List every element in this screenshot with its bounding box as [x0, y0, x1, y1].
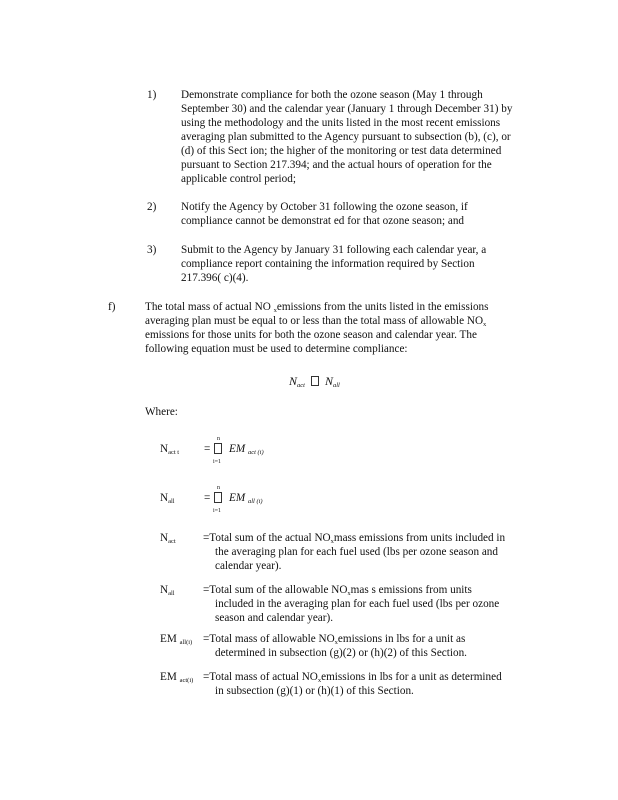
term-sub: act t: [168, 449, 180, 456]
subscript: x: [273, 307, 277, 314]
item-label: 3): [147, 244, 157, 256]
item-text-line: pursuant to Section 217.394; and the actual hours of operation for the: [181, 159, 492, 171]
compliance-equation: [289, 374, 340, 393]
sum-em: [229, 442, 264, 460]
sum-term: [160, 491, 175, 509]
text-run: emissions from the units listed in the emissions: [276, 301, 489, 313]
subscript: x: [483, 321, 487, 328]
term-sub: act(i): [179, 677, 194, 684]
eq-right-sub: all: [332, 382, 340, 389]
eq-left-sub: act: [297, 382, 305, 389]
term-letter: EM: [160, 671, 177, 683]
def-line: in subsection (g)(1) or (h)(1) of this Section.: [215, 685, 414, 697]
text-run: =Total mass of actual NO: [203, 671, 318, 683]
section-text-line: emissions for those units for both the ozone season and calendar year. The: [145, 329, 477, 341]
sum-upper: n: [217, 485, 220, 491]
text-run: =Total mass of allowable NO: [203, 633, 335, 645]
em-sub: all (i): [247, 498, 263, 505]
equals-sign: =: [204, 443, 211, 455]
sum-em: [229, 491, 263, 509]
sum-lower: i=1: [213, 508, 222, 514]
term-letter: N: [160, 443, 169, 455]
term-sub: all(i): [179, 639, 193, 646]
text-run: mass emissions from units included in: [333, 532, 506, 544]
item-text-line: compliance cannot be demonstrat ed for that ozone season; and: [181, 215, 465, 227]
def-line: season and calendar year).: [215, 612, 334, 624]
em-letters: EM: [229, 492, 246, 504]
item-text-line: (d) of this Sect ion; the higher of the monitoring or test data determined: [181, 145, 502, 157]
less-equal-symbol: [311, 376, 319, 386]
section-label: f): [108, 301, 116, 313]
def-term: [160, 670, 193, 688]
text-run: =Total sum of the allowable NO: [203, 584, 348, 596]
item-text-line: Notify the Agency by October 31 following the ozone season, if: [181, 201, 468, 213]
eq-right: N: [324, 374, 333, 388]
item-text-line: compliance report containing the information required by Section: [181, 258, 475, 270]
term-sub: act: [168, 538, 176, 545]
subscript: x: [330, 538, 334, 545]
sum-term: [160, 442, 179, 460]
em-sub: act (i): [247, 449, 264, 456]
sigma-icon: [214, 443, 222, 454]
item-label: 1): [147, 89, 157, 101]
term-letter: EM: [160, 633, 177, 645]
def-line: the averaging plan for each fuel used (lbs per ozone season and: [215, 546, 498, 558]
item-text-line: 217.396( c)(4).: [181, 272, 249, 284]
section-text-line: following equation must be used to determine compliance:: [145, 343, 408, 355]
item-text-line: applicable control period;: [181, 173, 296, 185]
def-term: [160, 583, 175, 601]
text-run: averaging plan must be equal to or less than the total mass of allowable NO: [145, 315, 484, 327]
term-letter: N: [160, 584, 169, 596]
item-label: 2): [147, 201, 157, 213]
def-term: [160, 531, 176, 549]
term-letter: N: [160, 532, 169, 544]
text-run: The total mass of actual NO: [145, 301, 271, 313]
def-term: [160, 632, 192, 650]
item-text-line: September 30) and the calendar year (January 1 through December 31) by: [181, 103, 513, 115]
text-run: mas s emissions from units: [350, 584, 472, 596]
subscript: x: [317, 677, 322, 684]
text-run: =Total sum of the actual NO: [203, 532, 331, 544]
subscript: x: [347, 590, 351, 597]
term-sub: all: [168, 590, 175, 597]
item-text-line: Demonstrate compliance for both the ozone season (May 1 through: [181, 89, 483, 101]
sigma-icon: [214, 492, 222, 503]
text-run: emissions in lbs for a unit as determined: [321, 671, 502, 683]
subscript: x: [334, 639, 338, 646]
item-text-line: averaging plan submitted to the Agency pursuant to subsection (b), (c), or: [181, 131, 511, 143]
eq-left: N: [289, 374, 298, 388]
sum-lower: i=1: [213, 459, 222, 465]
term-letter: N: [160, 492, 169, 504]
equals-sign: =: [204, 492, 211, 504]
term-sub: all: [168, 498, 175, 505]
item-text-line: Submit to the Agency by January 31 following each calendar year, a: [181, 244, 487, 256]
em-letters: EM: [229, 443, 246, 455]
def-line: determined in subsection (g)(2) or (h)(2) of this Section.: [215, 647, 467, 659]
text-run: emissions in lbs for a unit as: [337, 633, 466, 645]
def-line: calendar year).: [215, 560, 282, 572]
item-text-line: using the methodology and the units listed in the most recent emissions: [181, 117, 501, 129]
def-line: included in the averaging plan for each fuel used (lbs per ozone: [215, 598, 500, 610]
sum-upper: n: [217, 436, 220, 442]
where-label: Where:: [145, 406, 178, 418]
